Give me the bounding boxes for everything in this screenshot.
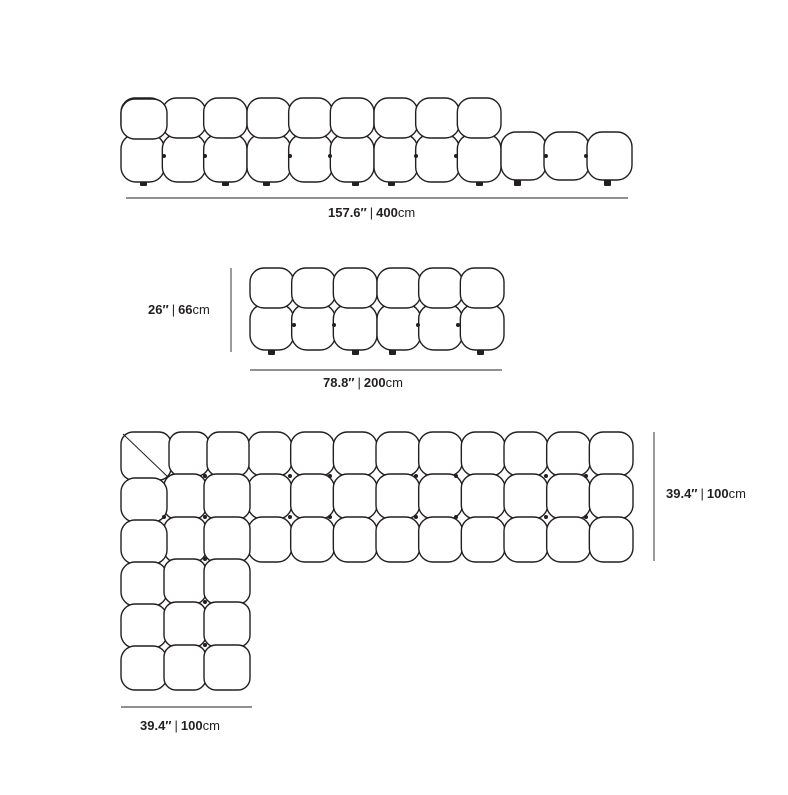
tuft-button [203, 474, 207, 478]
tuft-button [203, 557, 207, 561]
seat-cushion [461, 474, 505, 519]
seat-cushion [460, 304, 504, 350]
seat-cushion [374, 134, 418, 182]
tuft-button [332, 323, 336, 327]
back-cushion [377, 268, 421, 308]
back-cushion [169, 432, 209, 476]
tuft-button [544, 515, 548, 519]
middle-height-label: 26″ | 66cm [148, 302, 210, 317]
tuft-button [456, 323, 460, 327]
seat-cushion [162, 134, 205, 182]
back-cushion [292, 268, 336, 308]
back-cushion [204, 98, 247, 138]
seat-cushion [248, 474, 292, 519]
bottom-width-label: 39.4″ | 100cm [140, 718, 220, 733]
bottom-depth-label: 39.4″ | 100cm [666, 486, 746, 501]
seat-cushion [247, 134, 291, 182]
front-view-sofa-4-modules [121, 98, 632, 198]
back-cushion [504, 432, 548, 476]
middle-width-label: 78.8″ | 200cm [323, 375, 403, 390]
tuft-button [288, 515, 292, 519]
tuft-button [414, 515, 418, 519]
tuft-button [203, 154, 207, 158]
seat-cushion [248, 517, 292, 562]
seat-cushion [376, 517, 420, 562]
back-cushion [547, 432, 591, 476]
seat-cushion [204, 602, 250, 647]
seat-cushion [164, 474, 206, 519]
tuft-button [162, 154, 166, 158]
back-cushion [330, 98, 374, 138]
seat-cushion [164, 559, 206, 604]
back-cushion [250, 268, 294, 308]
seat-cushion [589, 517, 633, 562]
back-cushion [589, 432, 633, 476]
tuft-button [584, 474, 588, 478]
tuft-button [454, 474, 458, 478]
side-back-cushion [121, 604, 167, 648]
back-cushion [162, 98, 205, 138]
back-cushion [207, 432, 249, 476]
side-back-cushion [121, 562, 167, 606]
seat-cushion [377, 304, 421, 350]
seat-cushion [204, 134, 247, 182]
seat-cushion [330, 134, 374, 182]
back-cushion [419, 432, 463, 476]
seat-cushion [291, 474, 335, 519]
seat-cushion [164, 517, 206, 562]
tuft-button [416, 323, 420, 327]
back-cushion [457, 98, 501, 138]
seat-cushion [292, 304, 336, 350]
seat-cushion [204, 559, 250, 604]
seat-cushion [461, 517, 505, 562]
back-cushion [333, 432, 377, 476]
tuft-button [584, 515, 588, 519]
seat-cushion [204, 517, 250, 562]
seat-cushion [544, 132, 589, 180]
seat-cushion [419, 304, 463, 350]
tuft-button [454, 515, 458, 519]
tuft-button [584, 154, 588, 158]
tuft-button [454, 154, 458, 158]
seat-cushion [204, 645, 250, 690]
seat-cushion [289, 134, 333, 182]
tuft-button [414, 154, 418, 158]
seat-cushion [333, 474, 377, 519]
seat-cushion [419, 474, 463, 519]
back-cushion [460, 268, 504, 308]
tuft-button [203, 600, 207, 604]
top-view-corner-sectional [121, 432, 654, 707]
seat-cushion [504, 474, 548, 519]
back-cushion [374, 98, 418, 138]
seat-cushion [501, 132, 546, 180]
back-cushion [289, 98, 333, 138]
arm-cushion [121, 99, 167, 139]
front-view-sofa-2-modules [231, 268, 504, 370]
back-cushion [461, 432, 505, 476]
tuft-button [414, 474, 418, 478]
seat-cushion [204, 474, 250, 519]
back-cushion [333, 268, 377, 308]
back-cushion [416, 98, 460, 138]
seat-cushion [164, 602, 206, 647]
seat-cushion [589, 474, 633, 519]
tuft-button [544, 474, 548, 478]
seat-cushion [333, 304, 377, 350]
tuft-button [288, 154, 292, 158]
seat-cushion [587, 132, 632, 180]
tuft-button [328, 474, 332, 478]
seat-cushion [250, 304, 294, 350]
tuft-button [292, 323, 296, 327]
tuft-button [203, 515, 207, 519]
back-cushion [291, 432, 335, 476]
side-back-cushion [121, 646, 167, 690]
tuft-button [288, 474, 292, 478]
tuft-button [162, 515, 166, 519]
seat-cushion [416, 134, 460, 182]
seat-cushion [164, 645, 206, 690]
seat-cushion [333, 517, 377, 562]
tuft-button [328, 515, 332, 519]
seat-cushion [547, 474, 591, 519]
tuft-button [203, 643, 207, 647]
top-width-label: 157.6″ | 400cm [328, 205, 416, 220]
seat-cushion [419, 517, 463, 562]
side-back-cushion [121, 478, 167, 522]
seat-cushion [291, 517, 335, 562]
tuft-button [544, 154, 548, 158]
side-back-cushion [121, 520, 167, 564]
seat-cushion [121, 134, 164, 182]
seat-cushion [547, 517, 591, 562]
tuft-button [328, 154, 332, 158]
seat-cushion [376, 474, 420, 519]
back-cushion [248, 432, 292, 476]
back-cushion [376, 432, 420, 476]
seat-cushion [504, 517, 548, 562]
seat-cushion [457, 134, 501, 182]
back-cushion [419, 268, 463, 308]
back-cushion [247, 98, 291, 138]
